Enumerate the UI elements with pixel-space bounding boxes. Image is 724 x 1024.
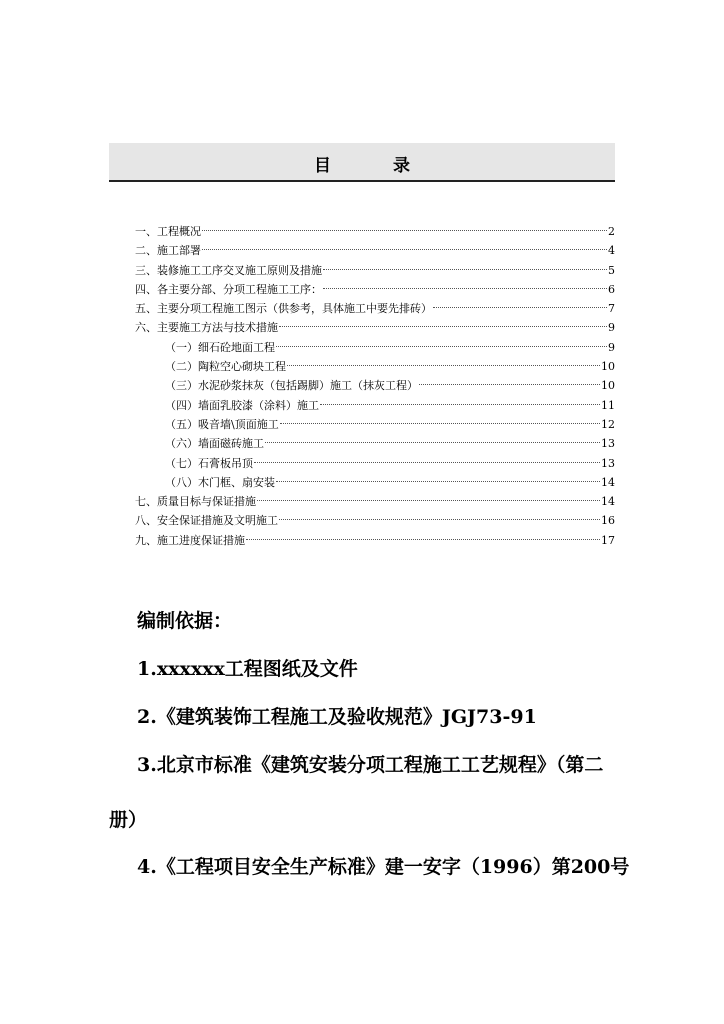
toc-entry-label: 三、装修施工工序交叉施工原则及措施 bbox=[135, 263, 322, 277]
toc-entry-page: 9 bbox=[608, 340, 615, 354]
toc-entry-page: 11 bbox=[601, 398, 615, 412]
toc-entry[interactable] bbox=[135, 222, 615, 241]
toc-leader-dots bbox=[276, 346, 607, 347]
toc-leader-dots bbox=[279, 326, 607, 327]
toc-entry-label: 六、主要施工方法与技术措施 bbox=[135, 321, 278, 335]
basis-item-3: 3.北京市标准《建筑安装分项工程施工工艺规程》（第二 bbox=[137, 754, 604, 776]
toc-entry-page: 14 bbox=[601, 495, 615, 509]
toc-leader-dots bbox=[257, 500, 600, 501]
toc-entry[interactable] bbox=[135, 434, 615, 453]
toc-leader-dots bbox=[265, 442, 600, 443]
toc-entry-label: 九、施工进度保证措施 bbox=[135, 533, 245, 547]
toc-leader-dots bbox=[254, 462, 600, 463]
toc-leader-dots bbox=[279, 519, 600, 520]
toc-entry-label: （二）陶粒空心砌块工程 bbox=[165, 360, 286, 374]
toc-entry-page: 13 bbox=[601, 456, 615, 470]
toc-title-bar bbox=[109, 143, 615, 182]
toc-entry-label: （四）墙面乳胶漆（涂料）施工 bbox=[165, 398, 319, 412]
toc-entry-label: 一、工程概况 bbox=[135, 225, 201, 238]
basis-heading: 编制依据： bbox=[137, 610, 233, 632]
toc-entry-page: 12 bbox=[601, 417, 615, 431]
toc-entry[interactable] bbox=[135, 318, 615, 337]
basis-item-2: 2.《建筑装饰工程施工及验收规范》JGJ73-91 bbox=[137, 706, 537, 728]
toc-leader-dots bbox=[202, 249, 607, 250]
toc-entry[interactable] bbox=[135, 511, 615, 530]
toc-entry-label: （三）水泥砂浆抹灰（包括踢脚）施工（抹灰工程） bbox=[165, 379, 418, 393]
toc-entry-page: 7 bbox=[608, 302, 615, 316]
toc-entry[interactable] bbox=[135, 357, 615, 376]
toc-entry-label: 二、施工部署 bbox=[135, 244, 201, 258]
toc-entry[interactable] bbox=[135, 241, 615, 260]
toc-leader-dots bbox=[433, 307, 607, 308]
toc-entry[interactable] bbox=[135, 415, 615, 434]
toc-entry-label: （一）细石砼地面工程 bbox=[165, 340, 275, 354]
toc-entry[interactable] bbox=[135, 376, 615, 395]
basis-item-4: 4.《工程项目安全生产标准》建一安字（1996）第200号 bbox=[137, 856, 630, 878]
toc-entry-page: 2 bbox=[608, 225, 615, 238]
toc-leader-dots bbox=[202, 230, 607, 231]
toc-entry[interactable] bbox=[135, 299, 615, 318]
toc-entry-page: 16 bbox=[601, 514, 615, 528]
toc-entry-label: （八）木门框、扇安装 bbox=[165, 475, 275, 489]
basis-item-1: 1.xxxxxx工程图纸及文件 bbox=[137, 658, 358, 680]
toc-entry-page: 4 bbox=[608, 244, 615, 258]
table-of-contents bbox=[135, 222, 615, 550]
page-title: 目录 bbox=[314, 156, 472, 176]
toc-leader-dots bbox=[323, 288, 607, 289]
toc-entry-page: 10 bbox=[601, 360, 615, 374]
toc-entry-page: 6 bbox=[608, 282, 615, 296]
toc-leader-dots bbox=[280, 423, 600, 424]
toc-entry[interactable] bbox=[135, 492, 615, 511]
toc-entry-label: 七、质量目标与保证措施 bbox=[135, 495, 256, 509]
toc-entry-label: （七）石膏板吊顶 bbox=[165, 456, 253, 470]
toc-entry[interactable] bbox=[135, 280, 615, 299]
toc-entry-label: 四、各主要分部、分项工程施工工序： bbox=[135, 282, 322, 296]
toc-entry-page: 14 bbox=[601, 475, 615, 489]
toc-entry-label: （五）吸音墙\顶面施工 bbox=[165, 417, 279, 431]
toc-entry[interactable] bbox=[135, 338, 615, 357]
toc-entry-page: 13 bbox=[601, 437, 615, 451]
basis-item-3-wrap: 册） bbox=[109, 809, 148, 831]
toc-entry-page: 10 bbox=[601, 379, 615, 393]
toc-leader-dots bbox=[287, 365, 600, 366]
toc-leader-dots bbox=[320, 404, 600, 405]
toc-entry-page: 17 bbox=[601, 533, 615, 547]
toc-entry[interactable] bbox=[135, 261, 615, 280]
toc-entry[interactable] bbox=[135, 473, 615, 492]
toc-entry-label: （六）墙面磁砖施工 bbox=[165, 437, 264, 451]
toc-entry-label: 八、安全保证措施及文明施工 bbox=[135, 514, 278, 528]
toc-entry[interactable] bbox=[135, 396, 615, 415]
toc-leader-dots bbox=[246, 539, 600, 540]
toc-leader-dots bbox=[276, 481, 600, 482]
toc-entry[interactable] bbox=[135, 454, 615, 473]
toc-entry-page: 5 bbox=[608, 263, 615, 277]
toc-entry[interactable] bbox=[135, 531, 615, 550]
toc-entry-page: 9 bbox=[608, 321, 615, 335]
toc-leader-dots bbox=[419, 384, 600, 385]
toc-entry-label: 五、主要分项工程施工图示（供参考，具体施工中要先排砖） bbox=[135, 302, 432, 316]
toc-leader-dots bbox=[323, 269, 607, 270]
